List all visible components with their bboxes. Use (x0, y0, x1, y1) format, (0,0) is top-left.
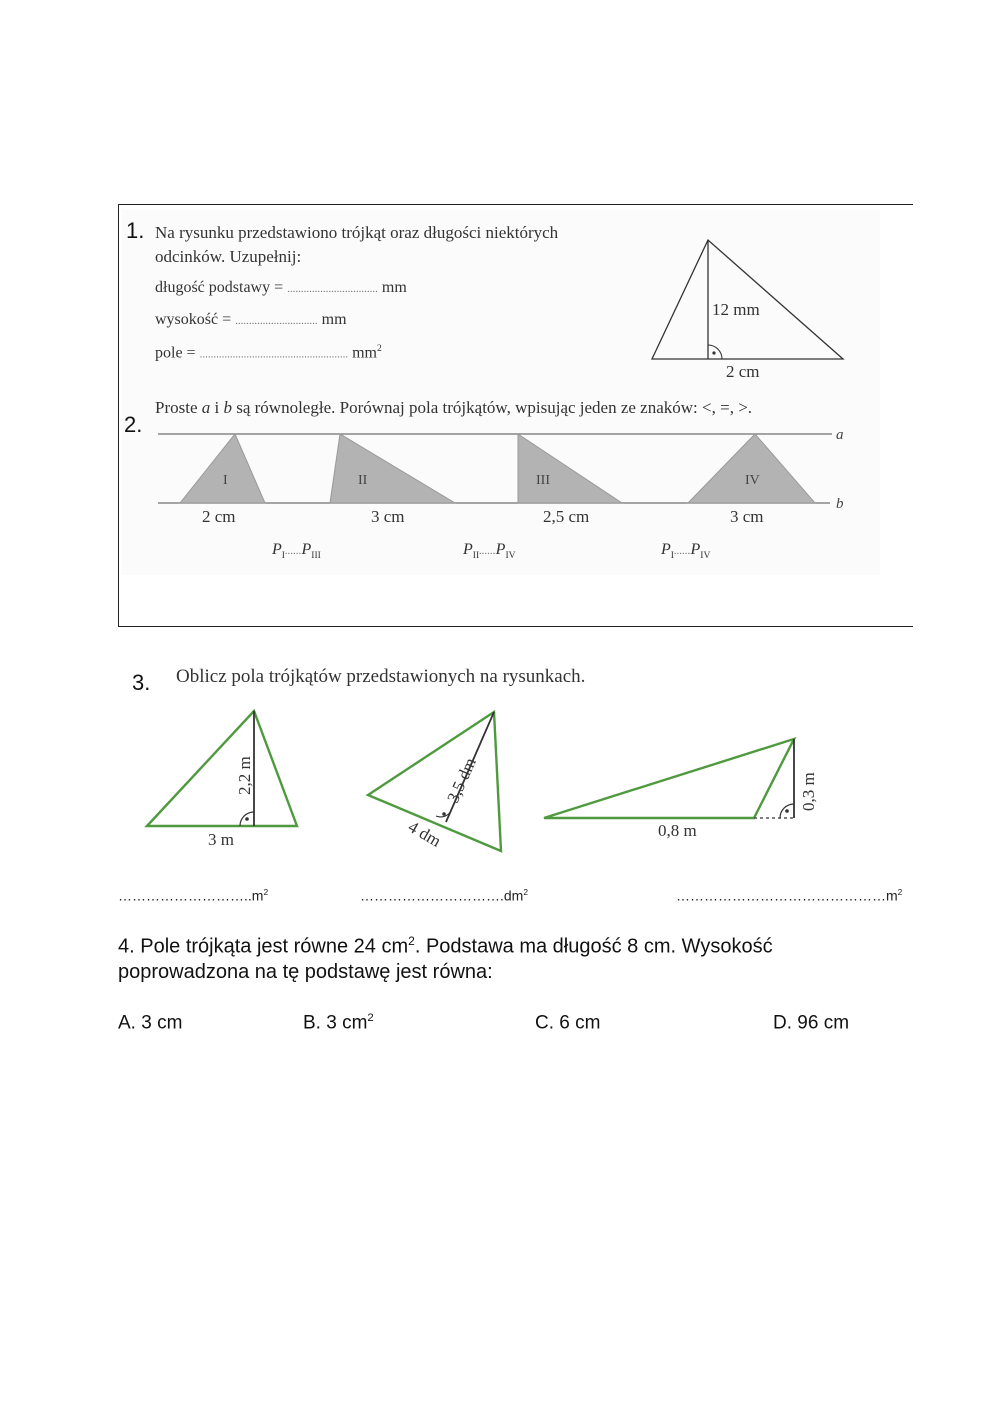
q1-area-unit: mm (352, 344, 377, 362)
comparison-3[interactable]: $P_I......P_{IV}$ (661, 541, 711, 562)
q1-text-line2: odcinków. Uzupełnij: (155, 247, 302, 266)
q3-answer-3[interactable]: $\dots\dots\dots\dots\dots\dots\dots\dots\dots\dots\dots\dots\dots\dots\dots m^2$ (676, 887, 903, 904)
line-a-label: a (836, 427, 844, 443)
q3-triangle-2-right-angle-dot (442, 812, 446, 816)
q1-height-row (155, 311, 347, 329)
q3-triangle-1 (147, 711, 297, 826)
q3-triangle-3-right-angle-dot (785, 809, 789, 813)
q3-triangles-figure (140, 705, 900, 865)
q1-area-exp: 2 (376, 343, 382, 354)
q1-right-angle-dot (712, 351, 715, 354)
triangle-III-label: III (536, 473, 550, 488)
q3-fig2-base: 4 dm (405, 817, 445, 851)
triangle-IV (688, 434, 815, 503)
triangle-IV-label: IV (745, 473, 760, 488)
triangle-II-label: II (358, 473, 368, 488)
triangle-IV-base: 3 cm (730, 507, 764, 526)
q1-area-row (155, 343, 382, 362)
q3-fig3-base: 0,8 m (658, 821, 697, 840)
line-b-label: b (836, 496, 844, 512)
q1-height-unit: mm (321, 311, 347, 328)
q4-option-d[interactable]: D. 96 cm (773, 1012, 850, 1034)
triangle-I (180, 434, 265, 503)
triangle-I-label: I (223, 473, 228, 488)
q3-answer-1[interactable]: $\dots\dots\dots\dots\dots\dots\dots\dots\dots..m^2$ (118, 887, 269, 904)
q1-base-row (155, 279, 407, 297)
q1-text-line1: Na rysunku przedstawiono trójkąt oraz długości niektórych (155, 223, 559, 242)
q1-area-blank[interactable]: ...................................................... (199, 348, 349, 361)
q4-option-c[interactable]: C. 6 cm (535, 1012, 601, 1034)
triangle-II-base: 3 cm (371, 507, 405, 526)
q1-number: 1. (126, 218, 145, 243)
q2-text: Proste a i b są równoległe. Porównaj pola trójkątów, wpisując jeden ze znaków: <, =, >. (155, 398, 753, 417)
q1-fig-height-label: 12 mm (712, 300, 760, 319)
q3-text: Oblicz pola trójkątów przedstawionych na rysunkach. (176, 666, 586, 687)
q3-fig2-height: 3,5 dm (443, 754, 480, 806)
q1-base-unit: mm (381, 279, 407, 296)
comparison-2[interactable]: $P_{II}......P_{IV}$ (463, 541, 516, 562)
q1-area-label: pole = (155, 344, 196, 362)
q1-base-label: długość podstawy = (155, 279, 284, 296)
comparison-1[interactable]: $P_I......P_{III}$ (272, 541, 321, 562)
triangle-II (330, 434, 455, 503)
q3-triangle-1-right-angle-dot (245, 817, 249, 821)
q4-question-line1: 4. Pole trójkąta jest równe 24 $cm^2$. Podstawa ma długość 8 cm. Wysokość (118, 934, 773, 958)
q3-answer-2[interactable]: $\dots\dots\dots\dots\dots\dots\dots\dots\dots\dots.dm^2$ (360, 887, 529, 904)
q4-option-a[interactable]: A. 3 cm (118, 1012, 183, 1034)
q3-fig1-base: 3 m (208, 830, 234, 849)
q4-question-line2: poprowadzona na tę podstawę jest równa: (118, 961, 493, 983)
q1-height-label: wysokość = (155, 311, 232, 328)
q3-fig3-height: 0,3 m (799, 772, 818, 811)
q3-number: 3. (132, 670, 151, 695)
triangle-III-base: 2,5 cm (543, 507, 590, 526)
triangle-III (518, 434, 622, 503)
q2-number: 2. (124, 412, 143, 437)
q3-fig1-height: 2,2 m (235, 756, 254, 795)
q1-fig-base-label: 2 cm (726, 362, 760, 381)
q1-base-blank[interactable]: ................................. (287, 283, 378, 295)
q1-triangle-figure (640, 230, 860, 390)
triangle-I-base: 2 cm (202, 507, 236, 526)
q4-option-b[interactable]: B. 3 $cm^2$ (303, 1012, 374, 1034)
q3-triangle-3 (544, 739, 794, 818)
q2-parallel-lines-figure (150, 420, 860, 535)
q1-height-blank[interactable]: .............................. (235, 315, 318, 327)
